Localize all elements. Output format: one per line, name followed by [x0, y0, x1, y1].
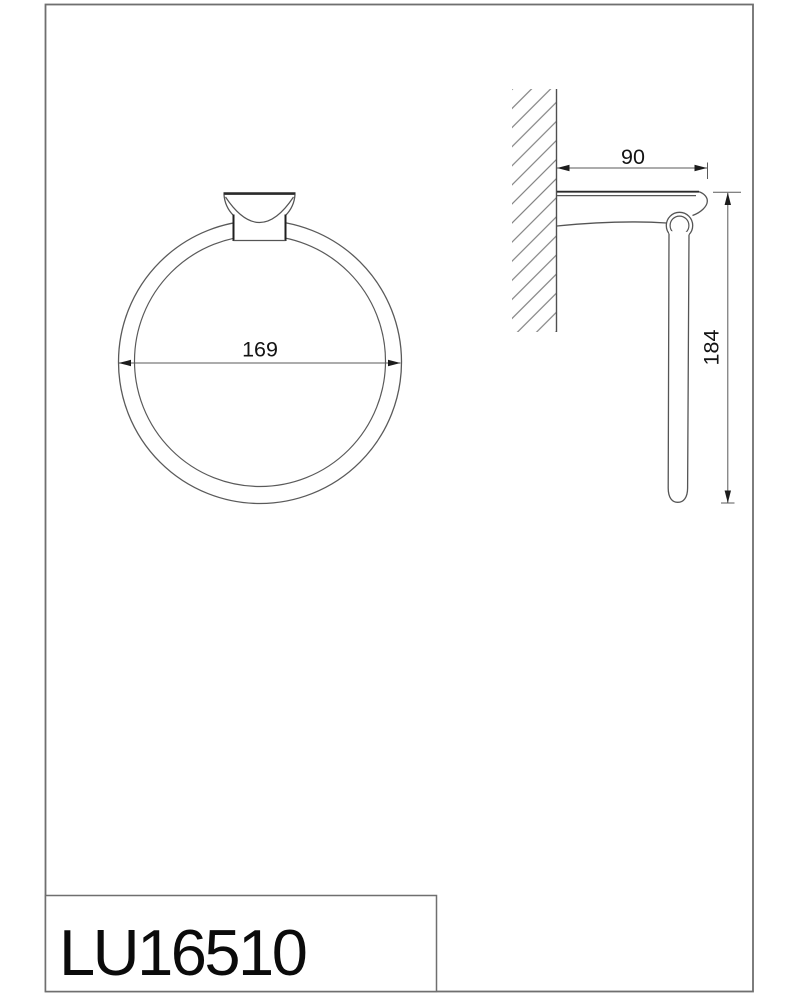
mount-silhouette — [224, 193, 295, 241]
diameter-dimension — [119, 338, 401, 367]
wall-hatching — [512, 89, 557, 332]
ring-tube-side — [668, 231, 689, 503]
title-block — [46, 896, 437, 992]
arm-bottom-edge — [557, 222, 667, 226]
front-view — [119, 193, 402, 504]
arrow-up-icon — [725, 193, 731, 206]
product-code-label: LU16510 — [59, 916, 306, 989]
ring-outer-circle — [119, 221, 402, 504]
height-dimension — [700, 192, 742, 503]
diameter-dimension-label: 169 — [242, 337, 278, 362]
side-view — [512, 89, 741, 503]
bracket-arm-side — [557, 192, 707, 239]
tube-silhouette — [668, 231, 689, 503]
arrow-left-icon — [119, 360, 132, 366]
page-frame — [46, 5, 754, 992]
depth-dimension — [557, 145, 708, 179]
arrow-down-icon — [725, 491, 731, 504]
arrow-right-icon — [695, 165, 708, 171]
depth-dimension-label: 90 — [621, 145, 645, 169]
arrow-right-icon — [388, 360, 401, 366]
mount-bracket-front — [224, 193, 296, 241]
arrow-left-icon — [557, 165, 570, 171]
height-dimension-label: 184 — [699, 329, 724, 366]
